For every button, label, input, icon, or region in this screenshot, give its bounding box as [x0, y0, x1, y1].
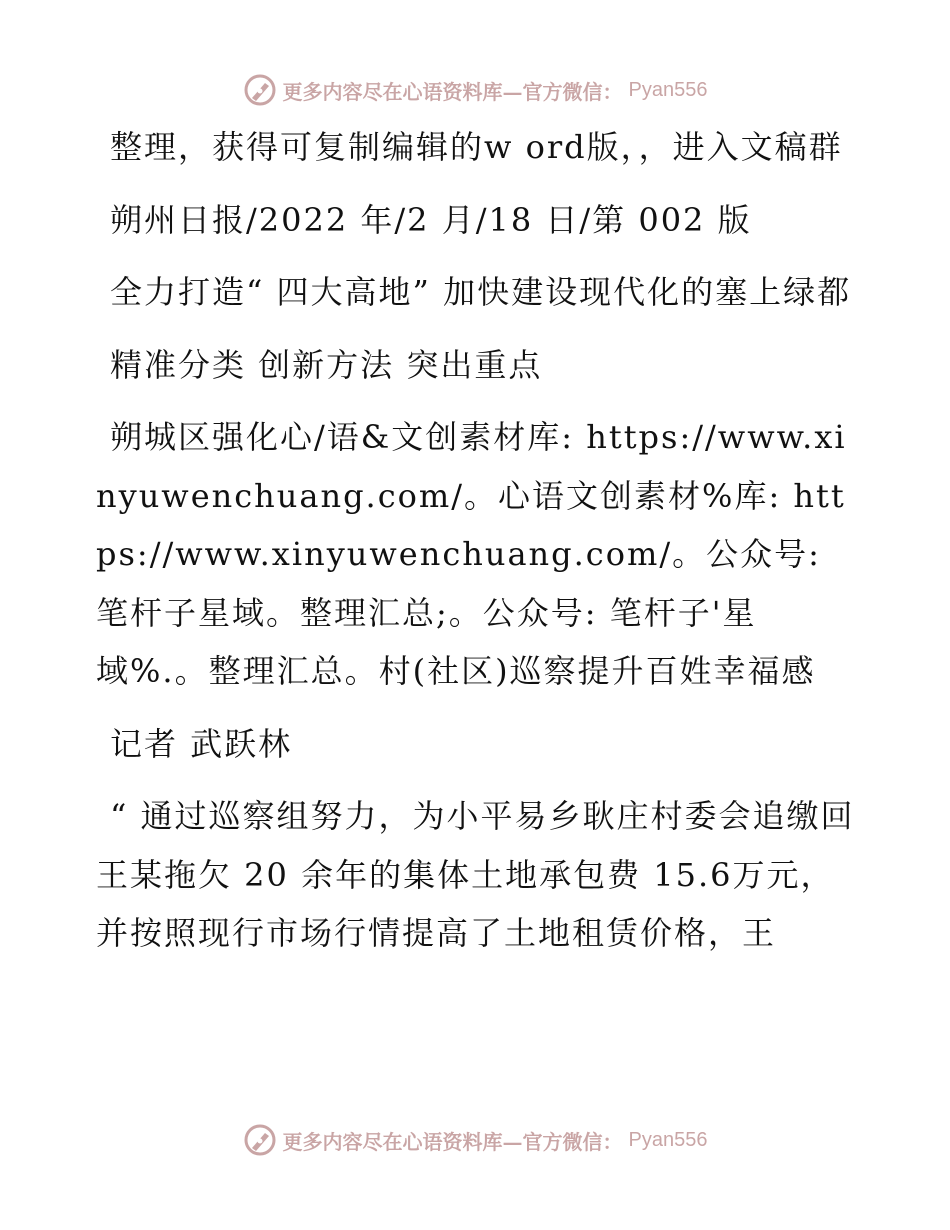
paragraph-byline: 记者 武跃林 — [110, 724, 293, 763]
pen-logo-icon — [243, 1123, 277, 1157]
paragraph-headline: 全力打造“ 四大高地” 加快建设现代化的塞上绿都 — [110, 273, 852, 311]
paragraph-subheadline: 精准分类 创新方法 突出重点 — [110, 345, 543, 384]
document-body — [96, 118, 856, 977]
footer-watermark-banner — [0, 1120, 950, 1160]
paragraph-body: “ 通过巡察组努力，为小平易乡耿庄村委会追缴回王某拖欠 20 余年的集体土地承包费 15.6万元，并按照现行市场行情提高了土地租赁价格，王 — [96, 797, 855, 952]
paragraph-dateline: 朔州日报/2022 年/2 月/18 日/第 002 版 — [110, 200, 752, 239]
paragraph-title-block: 朔城区强化心/语&文创素材库: https://www.xinyuwenchuang.com/。心语文创素材%库: https://www.xinyuwenchuang.com/。公众号: 笔杆子星域。整理汇总;。公众号: 笔杆子'星域%.。整理汇总。村(社区)巡察提升百姓幸福感 — [96, 418, 847, 690]
pen-logo-icon — [243, 73, 277, 107]
banner-wechat-id: Pyan556 — [628, 1128, 708, 1151]
paragraph-intro: 整理，获得可复制编辑的w ord版，，进入文稿群 — [110, 128, 843, 166]
banner-text: 更多内容尽在心语资料库—官方微信： — [282, 79, 623, 104]
banner-wechat-id: Pyan556 — [628, 78, 708, 101]
header-watermark-banner — [0, 70, 950, 110]
banner-text: 更多内容尽在心语资料库—官方微信： — [282, 1129, 623, 1154]
